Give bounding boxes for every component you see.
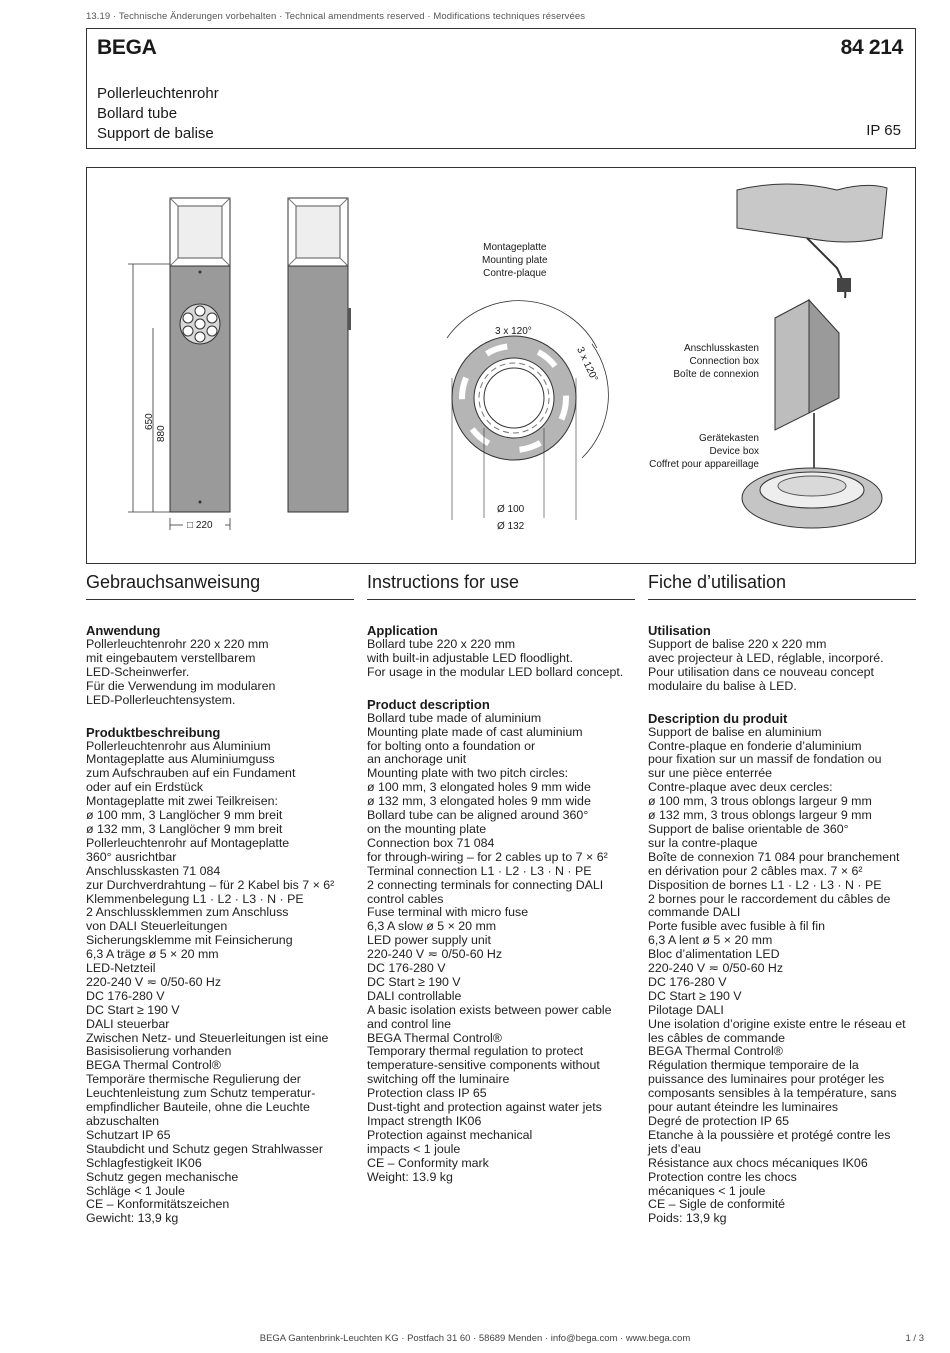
section-body [367,712,635,1185]
text-line: Montageplatte aus Aluminiumguss [86,752,275,767]
text-line: Protection against mechanical [367,1127,533,1142]
text-line: pour autant éteindre les luminaires [648,1100,839,1115]
text-line: Impact strength IK06 [367,1114,482,1128]
technical-drawing [86,167,916,564]
section-heading: Product description [367,696,490,712]
column-german [86,572,354,1226]
text-line: Bollard tube can be aligned around 360° [367,808,589,823]
text-line: 2 connecting terminals for connecting DALI [367,877,604,892]
text-line: Gewicht: 13,9 kg [86,1211,179,1226]
text-line: for through-wiring – for 2 cables up to 7 × 6² [367,849,608,864]
text-line: DC Start ≥ 190 V [86,1002,180,1017]
text-line: en dérivation pour 2 câbles max. 7 × 6² [648,863,863,878]
text-line: zur Durchverdrahtung – für 2 Kabel bis 7 × 6² [86,877,335,892]
text-line: les câbles de commande [648,1030,786,1045]
dim-100-label: Ø 100 [497,504,525,515]
text-line: CE – Conformity mark [367,1155,489,1170]
text-line: Pollerleuchtenrohr auf Montageplatte [86,835,290,850]
text-line: pour fixation sur un massif de fondation ou [648,752,882,767]
text-line: Pollerleuchtenrohr 220 x 220 mm [86,637,269,651]
text-line: on the mounting plate [367,821,487,836]
text-line: Anschlusskasten 71 084 [86,863,221,878]
text-line: BEGA Thermal Control® [86,1058,221,1073]
text-line: Schutzart IP 65 [86,1127,171,1142]
section-heading: Description du produit [648,710,788,726]
dim-880-label: 880 [156,425,167,442]
section-body [367,638,635,680]
text-line: Pour utilisation dans ce nouveau concept [648,664,874,679]
text-line: Montageplatte mit zwei Teilkreisen: [86,794,278,809]
bollard-front-view [170,198,230,512]
text-line: Pilotage DALI [648,1002,724,1017]
text-line: zum Aufschrauben auf ein Fundament [86,766,296,781]
text-line: Terminal connection L1 · L2 · L3 · N · PE [367,863,592,878]
dim-220-label: □ 220 [187,520,213,531]
brand-logo: BEGA [97,36,157,59]
text-line: Bollard tube 220 x 220 mm [367,637,516,651]
text-line: temperature-sensitive components without [367,1058,600,1073]
text-line: Bloc d’alimentation LED [648,947,780,962]
text-line: Porte fusible avec fusible à fil fin [648,919,826,934]
article-number: 84 214 [840,36,903,59]
text-line: Disposition de bornes L1 · L2 · L3 · N · PE [648,877,882,892]
text-line: Une isolation d’origine existe entre le réseau et [648,1016,906,1031]
text-line: 6,3 A lent ø 5 × 20 mm [648,933,773,948]
text-line: ø 132 mm, 3 trous oblongs largeur 9 mm [648,808,872,823]
text-line: DALI steuerbar [86,1016,170,1031]
column-title: Gebrauchsanweisung [86,572,354,600]
text-line: 2 bornes pour le raccordement du câbles de [648,891,891,906]
text-line: Basisisolierung vorhanden [86,1044,232,1059]
text-line: Schlagfestigkeit IK06 [86,1155,202,1170]
angle-label-side: 3 x 120° [574,345,600,384]
text-line: Sicherungsklemme mit Feinsicherung [86,933,293,948]
text-line: puissance des luminaires pour protéger les [648,1072,885,1087]
revision-note: 13.19 · Technische Änderungen vorbehalten · Technical amendments reserved · Modifications techniques réservées [86,11,586,22]
text-line: Régulation thermique temporaire de la [648,1058,859,1073]
text-line: ø 132 mm, 3 Langlöcher 9 mm breit [86,821,283,836]
text-line: 2 Anschlussklemmen zum Anschluss [86,905,289,920]
column-title: Fiche d’utilisation [648,572,916,600]
assembly-3d-view [737,184,887,528]
text-line: DALI controllable [367,988,462,1003]
text-line: LED-Pollerleuchtensystem. [86,692,236,707]
column-title: Instructions for use [367,572,635,600]
device-box-label: Gerätekasten Device box Coffret pour appareillage [649,433,759,470]
section-body [648,726,916,1227]
text-line: Klemmenbelegung L1 · L2 · L3 · N · PE [86,891,304,906]
text-line: oder auf ein Erdstück [86,780,204,795]
text-line: switching off the luminaire [367,1072,510,1087]
text-line: ø 132 mm, 3 elongated holes 9 mm wide [367,794,591,809]
text-line: Support de balise 220 x 220 mm [648,637,827,651]
text-line: BEGA Thermal Control® [367,1030,502,1045]
text-line: Connection box 71 084 [367,835,495,850]
ip-rating: IP 65 [866,122,901,139]
text-line: For usage in the modular LED bollard concept. [367,664,624,679]
text-line: an anchorage unit [367,752,467,767]
section-body [86,740,354,1227]
text-line: 6,3 A träge ø 5 × 20 mm [86,947,219,962]
text-line: Weight: 13.9 kg [367,1169,453,1184]
text-line: Für die Verwendung im modularen [86,678,276,693]
angle-label-top: 3 x 120° [495,326,532,337]
section-heading: Anwendung [86,623,161,638]
text-line: Contre-plaque en fonderie d’aluminium [648,738,862,753]
text-line: control cables [367,891,444,906]
section-body [86,638,354,708]
text-line: DC 176-280 V [86,988,165,1003]
text-line: Boîte de connexion 71 084 pour branchement [648,849,900,864]
text-line: Staubdicht und Schutz gegen Strahlwasser [86,1141,323,1156]
mounting-plate-label: Montageplatte Mounting plate Contre-plaque [482,242,548,279]
text-line: Dust-tight and protection against water jets [367,1100,602,1115]
text-line: Schutz gegen mechanische [86,1169,239,1184]
text-line: 360° ausrichtbar [86,849,177,864]
text-line: A basic isolation exists between power cable [367,1002,612,1017]
text-line: abzuschalten [86,1114,160,1128]
product-name-fr: Support de balise [97,125,214,142]
text-line: composants sensibles à la température, sans [648,1086,897,1101]
text-line: ø 100 mm, 3 Langlöcher 9 mm breit [86,808,283,823]
text-line: Mounting plate with two pitch circles: [367,766,569,781]
product-header [86,28,916,149]
section-body [648,638,916,694]
text-line: DC 176-280 V [367,961,446,976]
text-line: Support de balise en aluminium [648,724,822,739]
text-line: avec projecteur à LED, réglable, incorporé. [648,650,884,665]
column-french [648,572,916,1226]
text-line: Temporary thermal regulation to protect [367,1044,584,1059]
text-line: modulaire du balise à LED. [648,678,797,693]
text-line: Pollerleuchtenrohr aus Aluminium [86,738,271,753]
text-line: DC Start ≥ 190 V [367,974,461,989]
text-line: Degré de protection IP 65 [648,1114,789,1128]
text-line: Mounting plate made of cast aluminium [367,724,583,739]
text-line: Bollard tube made of aluminium [367,710,542,725]
text-line: LED-Scheinwerfer. [86,664,190,679]
section-heading: Produktbeschreibung [86,724,221,740]
product-name-de: Pollerleuchtenrohr [97,85,219,102]
connection-box-label: Anschlusskasten Connection box Boîte de connexion [673,343,759,380]
text-line: von DALI Steuerleitungen [86,919,228,934]
text-line: Poids: 13,9 kg [648,1211,727,1226]
text-line: 220-240 V ≂ 0/50-60 Hz [86,974,222,989]
text-line: and control line [367,1016,452,1031]
bollard-side-view [288,198,351,512]
text-line: 220-240 V ≂ 0/50-60 Hz [367,947,503,962]
text-line: LED-Netzteil [86,961,156,976]
text-line: Zwischen Netz- und Steuerleitungen ist eine [86,1030,329,1045]
text-line: ø 100 mm, 3 trous oblongs largeur 9 mm [648,794,872,809]
footer-address: BEGA Gantenbrink-Leuchten KG · Postfach 31 60 · 58689 Menden · info@bega.com · www.bega.com [259,1333,691,1344]
dim-650-label: 650 [144,413,155,430]
text-line: Leuchtenleistung zum Schutz temperatur- [86,1086,316,1101]
text-line: Protection class IP 65 [367,1086,487,1101]
text-line: BEGA Thermal Control® [648,1044,783,1059]
column-english [367,572,635,1185]
text-line: with built-in adjustable LED floodlight. [367,650,573,665]
text-line: 6,3 A slow ø 5 × 20 mm [367,919,497,934]
text-line: Schläge < 1 Joule [86,1183,185,1198]
text-line: ø 100 mm, 3 elongated holes 9 mm wide [367,780,591,795]
text-line: mit eingebautem verstellbarem [86,650,256,665]
text-line: Résistance aux chocs mécaniques IK06 [648,1155,868,1170]
text-line: Fuse terminal with micro fuse [367,905,529,920]
text-line: 220-240 V ≂ 0/50-60 Hz [648,961,784,976]
text-line: impacts < 1 joule [367,1141,461,1156]
text-line: Support de balise orientable de 360° [648,821,849,836]
text-line: DC Start ≥ 190 V [648,988,742,1003]
text-line: for bolting onto a foundation or [367,738,536,753]
text-line: LED power supply unit [367,933,491,948]
section-heading: Utilisation [648,623,711,638]
text-line: sur la contre-plaque [648,835,758,850]
text-line: commande DALI [648,905,741,920]
page-number: 1 / 3 [905,1333,924,1344]
text-line: empfindlicher Bauteile, ohne die Leuchte [86,1100,310,1115]
text-line: Protection contre les chocs [648,1169,797,1184]
text-line: Etanche à la poussière et protégé contre les [648,1127,891,1142]
text-line: Temporäre thermische Regulierung der [86,1072,301,1087]
text-line: CE – Konformitätszeichen [86,1197,230,1212]
text-line: Contre-plaque avec deux cercles: [648,780,833,795]
dim-132-label: Ø 132 [497,521,525,532]
section-heading: Application [367,623,438,638]
text-line: jets d’eau [648,1141,702,1156]
text-line: mécaniques < 1 joule [648,1183,766,1198]
text-line: sur une pièce enterrée [648,766,772,781]
product-name-en: Bollard tube [97,105,178,122]
text-line: CE – Sigle de conformité [648,1197,786,1212]
text-line: DC 176-280 V [648,974,727,989]
